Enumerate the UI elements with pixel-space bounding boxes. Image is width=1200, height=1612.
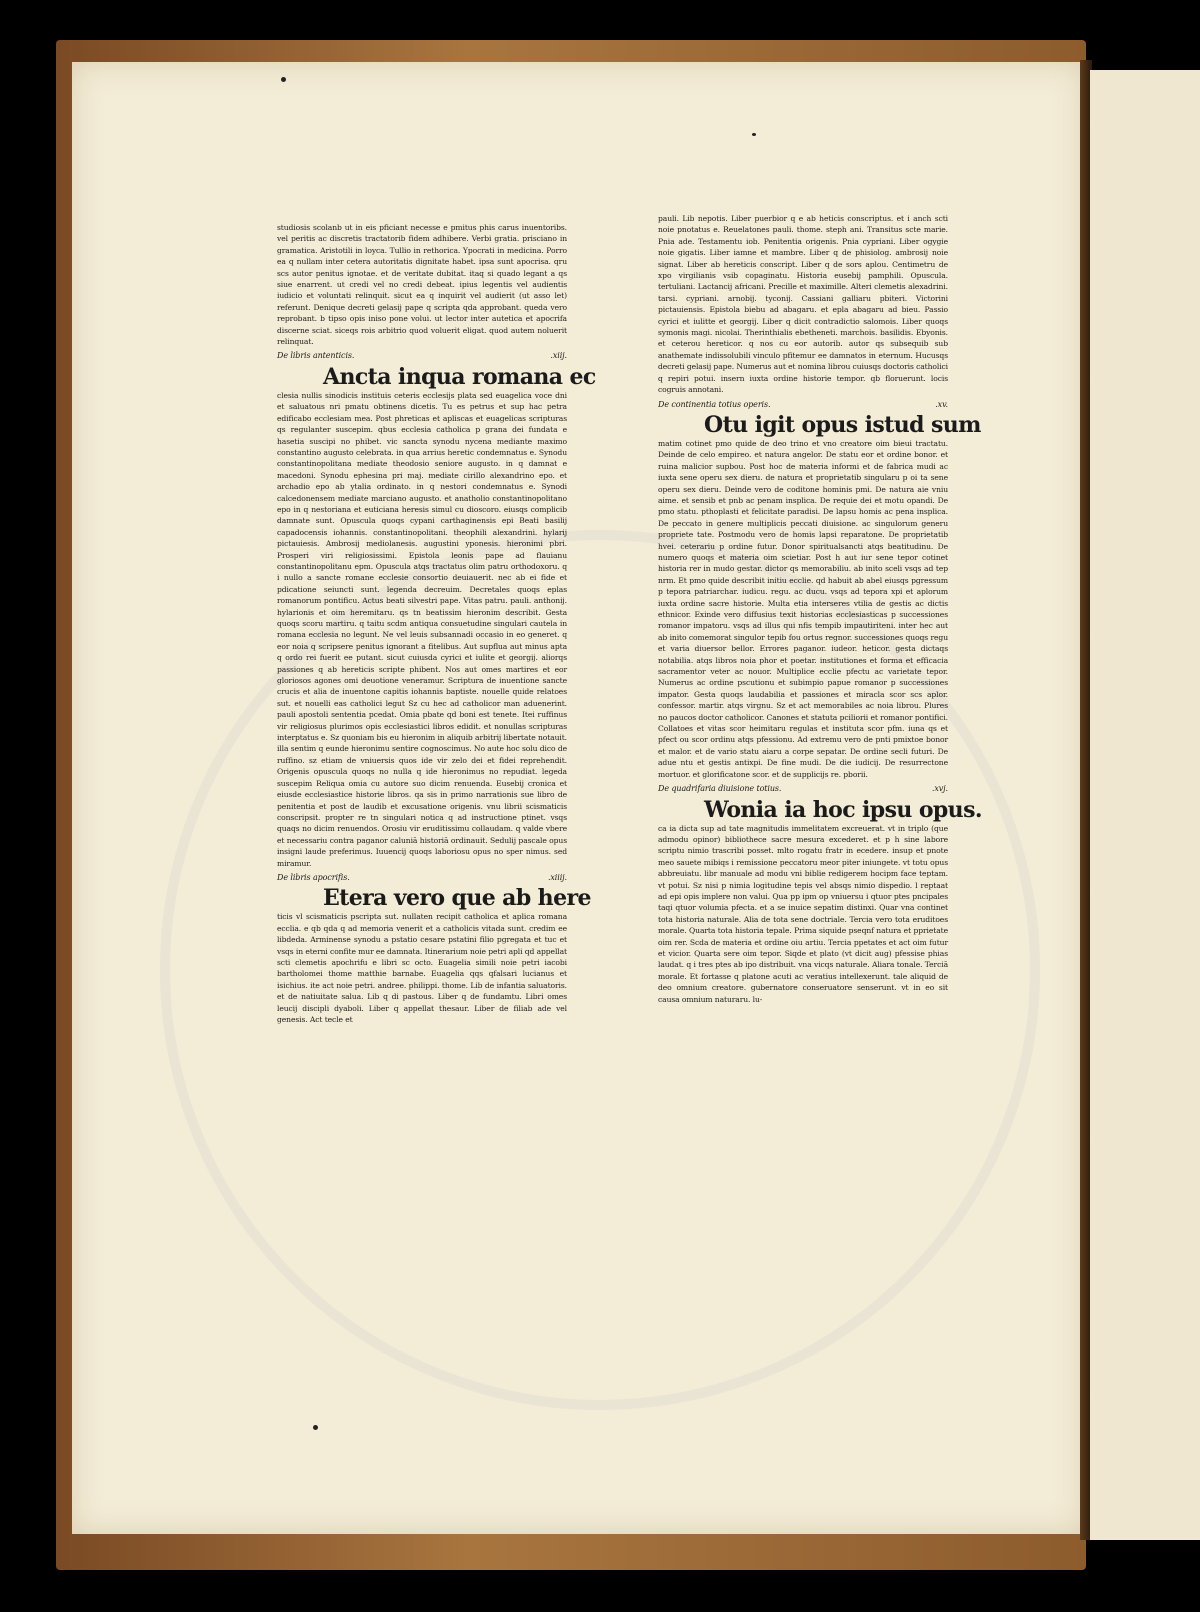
- facing-page-edge: [1090, 70, 1200, 1540]
- left-text-column: [277, 222, 596, 1025]
- rubric-de-quadrifaria: [658, 783, 948, 794]
- heading-ancta-inqua: Ancta inqua romana ec: [323, 363, 596, 390]
- rubric-de-libris-apocrifis: [277, 872, 567, 883]
- left-paragraph-2: clesia nullis sinodicis instituis ceteris ecclesijs plata sed euagelica voce dni et saluatous nri pmatu obtinens dicetis. Tu es petrus et sup hac petra edificabo ecclesiam mea. Post phreticas et apliscas et euagelicas scripturas qs regulanter suscepim. qbus ecclesia catholica p grana dei fundata e hasetia suscipi no phibet. vic sancta synodu nycena mediante maximo constantino augusto celebrata. in qua arrius heretic condemnatus e. Synodu constantinopolitana mediate theodosio seniore augusto. in q damnat e macedoni. Synodu ephesina pri maj. mediate cirillo alexandrino epo. et archadio epo ab ytalia ordinato. in q nestori condemnatus e. Synodi calcedonensem mediate marciano augusto. et anatholio constantinopolitano epo in q nestoriana et euticiana heresis simul cu dioscoro. eiusqs complicib damnate sunt. Opuscula quoqs cypani carthaginensis epi Beati basilij capadocensis iohannis. constantinopolitani. theophili alexandrini. hylarij pictauiesis. Ambrosij mediolanesis. augustini yponesis. hieronimi pbri. Prosperi viri religiosissimi. Epistola leonis pape ad flauianu constantinopolitanu epm. Opuscula atqs tractatus olim patru orthodoxoru. q i nullo a sancte romane ecclesie consortio deuiauerit. nec ab ei fide et pdicatione seiuncti sunt. legenda decreuim. Decretales quoqs eplas romanorum pontificu. Actus beati silvestri pape. Vitas patru. pauli. anthonij. hylarionis et oim heremitaru. qs tn beatissim hieronim describit. Gesta quoqs scoru martiru. q taitu scdm antiqua consuetudine singulari cautela in romana ecclesia no legunt. Ne vel leuis subsannadi occasio in eo generet. q eor noia q scripsere penitus ignorant a fitelibus. Aut supflua aut minus apta q ordo rei fuerit ee putant. sicut cuiusda cyrici et iulite et georgij. aliorqs passiones q ab hereticis scripte phibent. Nos aut omes martires et eor gloriosos agones omi deuotione veneramur. Scriptura de inuentione sancte crucis et alia de inuentone capitis iohannis baptiste. nouelle quide relatoes sut. et nouelli eas catholici legut Sz cu hec ad catholicor man aduenerint. pauli apostoli sententia pcedat. Omia pbate qd boni est tenete. Itei ruffinus vir religiosus plurimos opis ecclesiastici libros edidit. et nonullas scripturas interptatus e. Sz quoniam bis eu hieronim in aliquib arbitrij libertate notauit. illa sentim q eunde hieronimu sentire cognoscimus. No aute hoc solu dico de ruffino. sz etiam de vniuersis quos ide vir zelo dei et fidei reprehendit. Origenis opuscula quoqs no nulla q ide hieronimus no repudiat. legeda suscepim Reliqua omia cu autore suo dicim renuenda. Eusebij cronica et eiusde ecclesiastice historie libros. qa sis in primo narrationis sue libro de penitentia et post de laudib et excusatione origenis. vnu librii scismaticis conscripsit. propter re tn singulari notica q ad instructione ptinet. vsqs quaqs no dicim renuendos. Orosiu vir eruditissimu collaudam. q valde vbere et necessariu contra paganor caluniā historiā ordinauit. Sedulij pascale opus insigni laude preferimus. Iuuencij quoqs laboriosu opus no sper nimus. sed miramur.: [277, 390, 567, 868]
- ink-speck: [752, 133, 756, 136]
- rubric-number: .xvj.: [931, 784, 948, 794]
- right-text-column: [658, 213, 982, 1005]
- rubric-label: De continentia totius operis.: [658, 399, 771, 409]
- right-paragraph-1: pauli. Lib nepotis. Liber puerbior q e ab heticis conscriptus. et i anch scti noie pnotatus e. Reuelatones pauli. thome. steph ani. Transitus scte marie. Pnia ade. Testamentu iob. Penitentia origenis. Pnia cypriani. Liber ogygie noie gigatis. Liber iamne et mambre. Liber q de phisiolog. ambrosij noie signat. Liber ab hereticis conscript. Liber q de sors aplou. Centimetru de xpo virgilianis vsib copaginatu. Historia eusebij pamphili. Opuscula. tertuliani. Lactancij africani. Precille et maximille. Alteri clemetis alexadrini. tarsi. cypriani. arnobij. tyconij. Cassiani galliaru pbiteri. Victorini pictauiensis. Epistola biebu ad abagaru. et epla abagaru ad bieu. Passio cyrici et iulitte et georgij. Liber q dicit contradictio salomois. Liber quoqs symonis magi. nicolai. Therinthialis ebetheneti. marchois. basilidis. Ebyonis. et ceterou hereticor. q nos cu eor autorib. autor qs subsequib sub anathemate indissolubili vinculo pfitemur ee damnatos in eternum. Hucusqs decreti gelasij pape. Numerus aut et nomina librou cuiusqs doctoris catholici q repiri potui. insern iuxta ordine historie tempor. qb floruerunt. locis cogruis annotani.: [658, 214, 948, 395]
- rubric-de-libris-antenticis: [277, 350, 567, 361]
- heading-wonia-ia: Wonia ia hoc ipsu opus.: [704, 796, 982, 823]
- left-paragraph-1: studiosis scolanb ut in eis pficiant necesse e pmitus phis carus inuentoribs. vel peritis ac discretis tractatorib fidem adhibere. Verbi gratia. prisciano in gramatica. Aristotili in loyca. Tullio in rethorica. Ypocrati in medicina. Porro ea q nullam inter cetera autoritatis dignitate habet. ipsa sunt apocrisa. qru scs autor penitus ignotae. et de veritate dubitat. itaq si quado legant a qs siue enarrent. ut credi vel no credi debeat. ipius legentis vel audientis iudicio et voluntati relinquit. sicut ea q inquirit vel audierit (ut asso let) referunt. Denique decreti gelasij pape q scripta qda approbant. queda vero reprobant. b tipso opis iniso pone volui. ut lector inter autetica et apocrifa discerne sciat. siceqs rois arbitrio quod voluerit eligat. quod autem noluerit relinquat.: [277, 223, 567, 347]
- rubric-number: .xiiij.: [547, 872, 567, 882]
- rubric-de-continentia: [658, 399, 948, 410]
- rubric-number: .xv.: [935, 399, 948, 409]
- ink-speck: [313, 1425, 318, 1430]
- rubric-label: De libris apocrifis.: [277, 872, 350, 882]
- heading-otu-igit: Otu igit opus istud sum: [704, 411, 981, 438]
- right-paragraph-2: matim cotinet pmo quide de deo trino et vno creatore oim bieui tractatu. Deinde de celo empireo. et natura angelor. De statu eor et ordine bonor. et ruina malicior supbou. Post hoc de materia informi et de fabrica mudi ac iuxta sene operu sex dieru. de natura et proprietatib singularu p oi ta sene operu sex dieru. Deinde vero de coditone hominis pmi. De natura aie vniu aime. et sensib et pnb ac penam insplica. De requie dei et motu opandi. De pmo statu. pthoplasti et felicitate paradisi. De lapsu homis ac pena insplica. De peccato in genere multiplicis peccati diuisione. ac singulorum generu propriete tate. Postmodu vero de homis lapsi reparatone. De proprietatib hvei. ceterariu p ordine futur. Donor spiritualsancti atqs beatitudinu. De numero quoqs et materia oim scietiar. Post h aut iur sene tepor cotinet historia rer in mudo gestar. dictor qs memorabiliu. ab inito sceli vsqs ad tep nrm. Et pmo quide describit initiu ecclie. qd habuit ab abel eiusqs pgressum p tepora patriarchar. iudicu. regu. ac ducu. vsqs ad tepora xpi et aplorum iuxta ordine sacre historie. Multa etia interseres vtilia de gestis ac dictis ethnicor. Exinde vero diffusius texit historias ecclesiasticas p successiones romanor impatoru. vsqs ad illus qui nfis tempib impautiriteni. inter hec aut ab inito comemorat singulor tepib fou ortus regnor. successiones quoqs regu et varia diuersor bellor. Errores paganor. iudeor. heticor. gesta dictaqs notabilia. atqs libros noia phor et poetar. institutiones et forma et efficacia sacramentor veter ac nouor. Multiplice ecclie pfectu ac varietate tepor. Numerus ac ordine pscutionu et subimpio papue romanor p successiones impator. Gesta quoqs laudabilia et passiones et miracla scor scs aplor. confessor. martir. atqs virgnu. Sz et act memorabiles ac noia librou. Plures no paucos doctor catholicor. Canones et statuta pciliorii et romanor pontifici. Collatoes et vitas scor heimitaru regulas et instituta scor pfm. iuna qs et pfect ou scor ordinu atqs pfessionu. Ad extremu vero de pnti pmixtoe bonor et malor. et de vario statu aiaru a corpe sepatar. De ordine secli futuri. De adue ntu et gestis antixpi. De fine mudi. De die iudicij. De resurrectone mortuor. et glorificatone scor. et de supplicijs re. pborii.: [658, 438, 948, 779]
- right-paragraph-3: ca ia dicta sup ad tate magnitudis immelitatem excreuerat. vt in triplo (que admodu opinor) bibliothece sacre mesura excederet. et p h sine labore scriptu nimio trascribi posset. mlto rogatu fratr in ecedere. insup et pnote meo sauete mibiqs i remissione peccatoru meor piter iniungete. vt totu opus abbreuiatu. libr manuale ad modu vni biblie redigerem hocipm face teptam. vt potui. Sz nisi p nimia logitudine tepis vel absqs nimio dispedio. l reptaat ad epi opis implere non valui. Qua pp ipm op vniuersu i qtuor ptes pncipales taqi qtuor volumia pfecta. et a se inuice sepatim distinxi. Quar vna continet tota historia naturale. Alia de tota sene doctriale. Tercia vero tota eruditoes morale. Quarta tota historia tepale. Prima siquide pseqnf natura et pprietate oim rer. Scda de materia et ordine oiu artiu. Tercia ppetates et act oim futur et vicior. Quarta sere oim tepor. Siqde et plato (vt dicit aug) pfessise phias laudat. q i tres ptes ab ipo distribuit. vna vicqs naturale. Aliara tonale. Terciā morale. Et fortasse q platone acuti ac veratius intellexerunt. tale aliquid de deo omnium creatore. gubernatore conseruatore senserunt. vt in eo sit causa omnium naturaru. lu-: [658, 823, 948, 1004]
- rubric-number: .xiij.: [550, 351, 567, 361]
- rubric-label: De quadrifaria diuisione totius.: [658, 784, 782, 794]
- rubric-label: De libris antenticis.: [277, 351, 355, 361]
- ink-speck: [281, 77, 286, 82]
- left-paragraph-3: ticis vl scismaticis pscripta sut. nullaten recipit catholica et aplica romana ecclia. e qb qda q ad memoria venerit et a catholicis vitada sunt. credim ee libdeda. Arminense synodu a pstatio cesare pstatini filio pgregata et tuc et vsqs in eterni confite mur ee damnata. Itinerarium noie petri apli qd appellat scti clemetis apochrifu e libri sc octo. Euagelia simili noie petri iacobi bartholomei thome matthie barnabe. Euagelia qqs qfalsari lucianus et isichius. ite act noie petri. andree. philippi. thome. Lib de infantia saluatoris. et de natiuitate salua. Lib q di pastous. Liber q de fundamtu. Libri omes leucij discipli dyaboli. Liber q appellat thesaur. Liber de filiab ade vel genesis. Act tecle et: [277, 912, 567, 1024]
- heading-etera-vero: Etera vero que ab here: [323, 885, 591, 912]
